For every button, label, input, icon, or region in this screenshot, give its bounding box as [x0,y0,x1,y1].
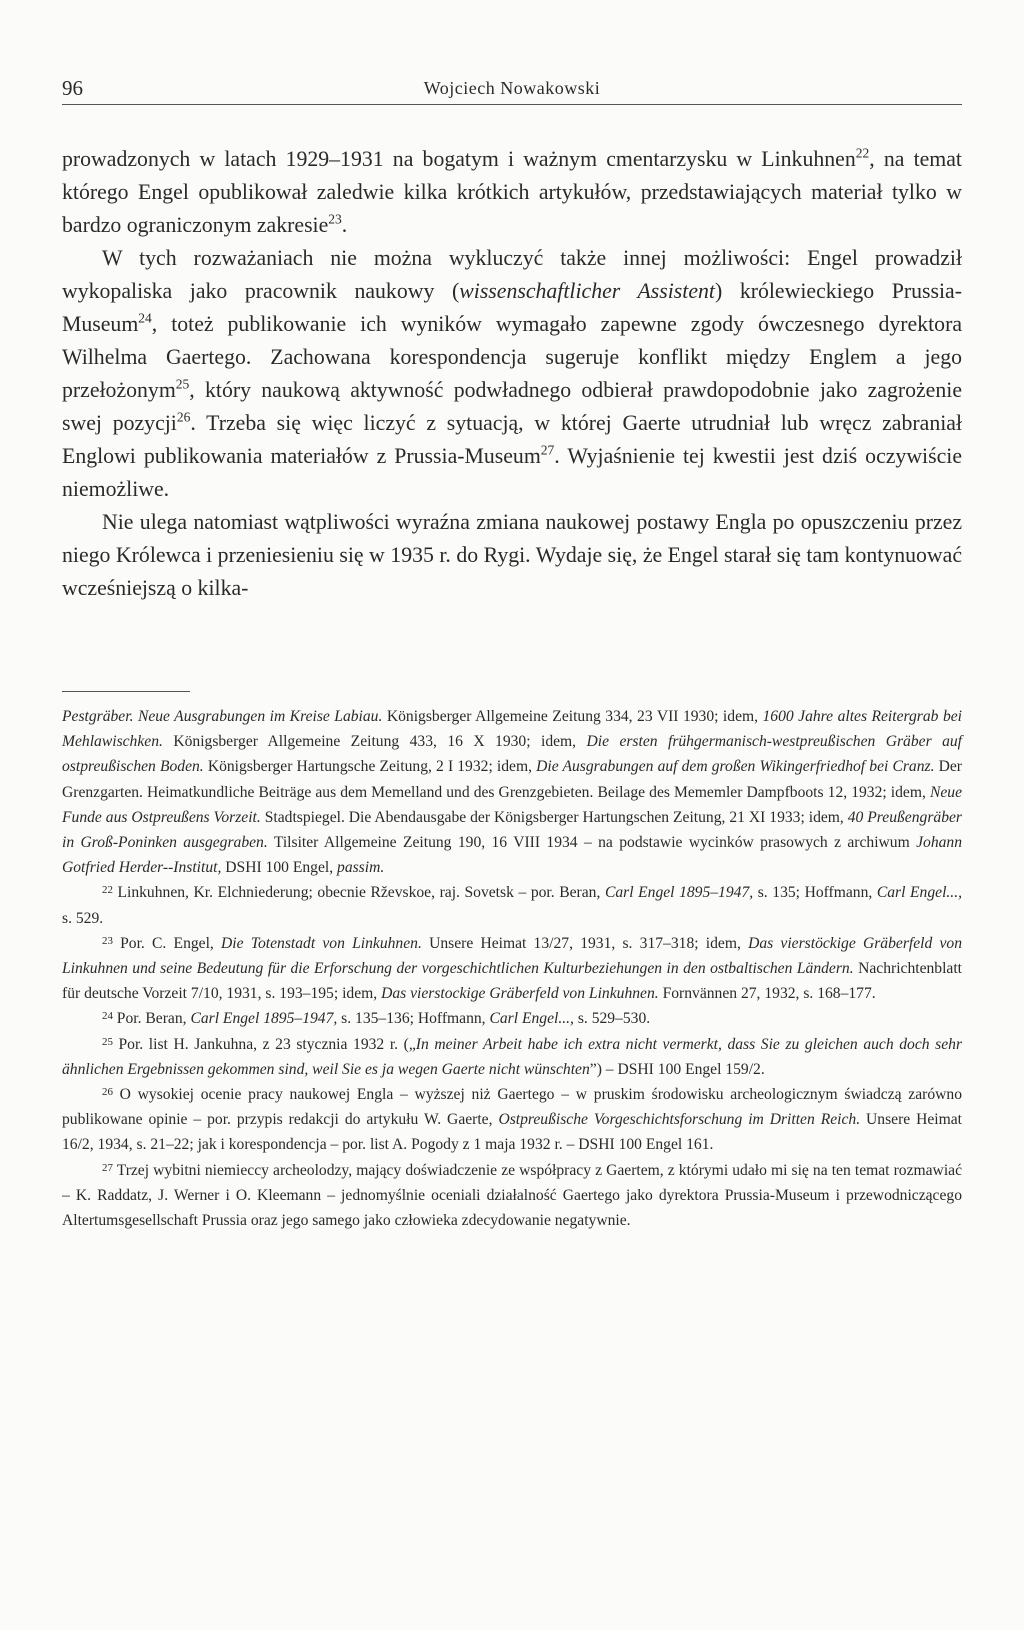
text-run: Der Grenzgarten. Heimatkundliche Beiträge aus dem Memelland und des Grenzgebieten. Beilage des Mememler Dampfboots 12, 1932; idem, [62,758,962,801]
footnote-rule [62,691,190,692]
main-text [62,143,962,605]
footnote-26 [62,1082,962,1158]
italic-title: Die Totenstadt von Linkuhnen. [221,934,422,952]
text-run: s. 135–136; Hoffmann, [337,1010,490,1028]
italic-title: Das vierstockige Gräberfeld von Linkuhnen. [381,985,659,1003]
text-run: W tych rozważaniach nie można wykluczyć także innej możliwości: Engel prowadził wykopaliska jako pracownik naukowy ( [62,246,962,303]
italic-title: Das vierstöckige Gräberfeld von Linkuhnen und seine Bedeutung für die Erforschung der vorgeschichtlichen Kulturbeziehungen in den ostbaltischen Ländern. [62,934,963,978]
footnote-ref-23: 23 [328,211,342,227]
text-run: Nachrichtenblatt für deutsche Vorzeit 7/10, 1931, s. 193–195; idem, [62,960,963,1003]
italic-title: 1600 Jahre altes Reitergrab bei Mehlawischken. [62,708,962,751]
paragraph-1 [62,143,962,242]
text-run: Königsberger Allgemeine Zeitung 433, 16 X 1930; idem, [162,733,587,751]
text-run: O wysokiej ocenie pracy naukowej Engla – wyższej niż Gaertego – w pruskim środowisku archeologicznym świadczą zarówno publikowane opinie – por. przypis redakcji do artykułu W. Gaerte, [62,1086,962,1129]
footnote-number: 26 [102,1086,113,1099]
text-run: , toteż publikowanie ich wyników wymagało zapewne zgody ówczesnego dyrektora Wilhelma Gaertego. Zachowana korespondencja sugeruje konflikt między Englem a jego przełożonym [62,312,962,402]
italic-title: Carl Engel..., [876,884,963,902]
text-run: . [341,213,348,237]
footnote-ref-25: 25 [175,376,190,392]
text-run: s. 135; Hoffmann, [753,884,877,902]
text-run: Trzej wybitni niemieccy archeolodzy, mający doświadczenie ze współpracy z Gaertem, z którymi udało mi się na ten temat rozmawiać – K. Raddatz, J. Werner i O. Kleemann – jednomyślnie oceniali działalność Gaertego jako dyrektora Prussia-Museum i przewodniczącego Altertumsgesellschaft Prussia oraz jego samego jako człowieka zdecydowanie negatywnie. [62,1161,962,1230]
italic-title: Ostpreußische Vorgeschichtsforschung im Dritten Reich. [498,1111,861,1129]
italic-term: wissenschaftlicher Assistent [459,279,715,303]
text-run: Por. Beran, [112,1010,191,1028]
footnote-number: 22 [102,884,113,897]
text-run: Fornvännen 27, 1932, s. 168–177. [658,985,876,1003]
footnote-25 [62,1032,962,1082]
footnote-ref-26: 26 [176,409,191,425]
running-head [62,76,962,106]
text-run: , na temat którego Engel opublikował zaledwie kilka krótkich artykułów, przedstawiających materiał tylko w bardzo ograniczonym zakresie [62,147,962,237]
italic-title: Pestgräber. Neue Ausgrabungen im Kreise Labiau. [62,708,383,725]
paragraph-3: Nie ulega natomiast wątpliwości wyraźna zmiana naukowej postawy Engla po opuszczeniu przez niego Królewca i przeniesieniu się w 1935 r. do Rygi. Wydaje się, że Engel starał się tam kontynuować wcześniejszą o kilka- [62,510,962,600]
text-run: . Wyjaśnienie tej kwestii jest dziś oczywiście niemożliwe. [62,444,962,501]
footnote-23 [62,931,962,1007]
text-run: Linkuhnen, Kr. Elchniederung; obecnie Rževskoe, raj. Sovetsk – por. Beran, [112,884,605,902]
text-run: DSHI 100 Engel, [221,859,338,877]
text-run: Por. list H. Jankuhna, z 23 stycznia 1932 r. („ [112,1035,416,1053]
italic-title: Johann Gotfried Herder--Institut, [62,834,963,877]
text-run: Por. C. Engel, [112,934,222,952]
footnote-number: 23 [102,935,113,948]
italic-title: 40 Preußengräber in Groß-Poninken ausgegraben. [62,808,962,852]
text-run: ) królewieckiego Prussia-Museum [62,279,962,336]
text-run: Unsere Heimat 13/27, 1931, s. 317–318; idem, [421,934,749,952]
text-run: Königsberger Hartungsche Zeitung, 2 I 1932; idem, [203,758,537,776]
footnote-24 [62,1006,962,1031]
text-run: , który naukową aktywność podwładnego odbierał prawdopodobnie jako zagrożenie swej pozycji [62,378,962,435]
text-run: prowadzonych w latach 1929–1931 na bogatym i ważnym cmentarzysku w Linkuhnen [62,147,856,171]
footnote-number: 27 [102,1161,113,1174]
text-run: Tilsiter Allgemeine Zeitung 190, 16 VIII 1934 – na podstawie wycinków prasowych z archiwum [267,834,917,852]
italic-title: Die ersten frühgermanisch-westpreußischen Gräber auf ostpreußischen Boden. [62,733,962,776]
footnote-number: 25 [102,1035,113,1048]
italic-title: Carl Engel..., [489,1010,574,1028]
footnote-27 [62,1158,962,1234]
text-run: Stadtspiegel. Die Abendausgabe der Königsberger Hartungschen Zeitung, 21 XI 1933; idem, [260,808,848,826]
text-run: Unsere Heimat 16/2, 1934, s. 21–22; jak i korespondencja – por. list A. Pogody z 1 maja 1932 r. – DSHI 100 Engel 161. [62,1111,963,1154]
page-number: 96 [62,76,83,100]
italic-quote: In meiner Arbeit habe ich extra nicht vermerkt, dass Sie zu gleichen auch doch sehr ähnlichen Ergebnissen gekommen sind, weil Sie es ja wegen Gaerte nicht wünschten [62,1035,963,1078]
text-run: ”) – DSHI 100 Engel 159/2. [589,1060,765,1078]
footnote-continuation [62,704,962,880]
italic-title: Die Ausgrabungen auf dem großen Wikingerfriedhof bei Cranz. [536,758,935,776]
italic-title: passim. [337,859,385,877]
footnote-ref-22: 22 [855,145,870,161]
footnote-number: 24 [102,1010,113,1023]
italic-title: Carl Engel 1895–1947, [190,1010,338,1028]
running-title: Wojciech Nowakowski [423,78,601,98]
text-run: Königsberger Allgemeine Zeitung 334, 23 VII 1930; idem, [382,708,763,725]
text-run: . Trzeba się więc liczyć z sytuacją, w której Gaerte utrudniał lub wręcz zabraniał Englowi publikowania materiałów z Prussia-Museum [62,411,963,468]
footnotes [62,704,962,1233]
text-run: s. 529–530. [573,1010,651,1028]
italic-title: Carl Engel 1895–1947, [604,884,754,902]
footnote-ref-27: 27 [540,442,555,458]
paragraph-2 [62,242,962,506]
footnote-ref-24: 24 [138,310,152,326]
header-rule [62,104,962,105]
footnote-22 [62,880,962,930]
italic-title: Neue Funde aus Ostpreußens Vorzeit. [62,783,962,826]
text-run: s. 529. [62,909,104,927]
